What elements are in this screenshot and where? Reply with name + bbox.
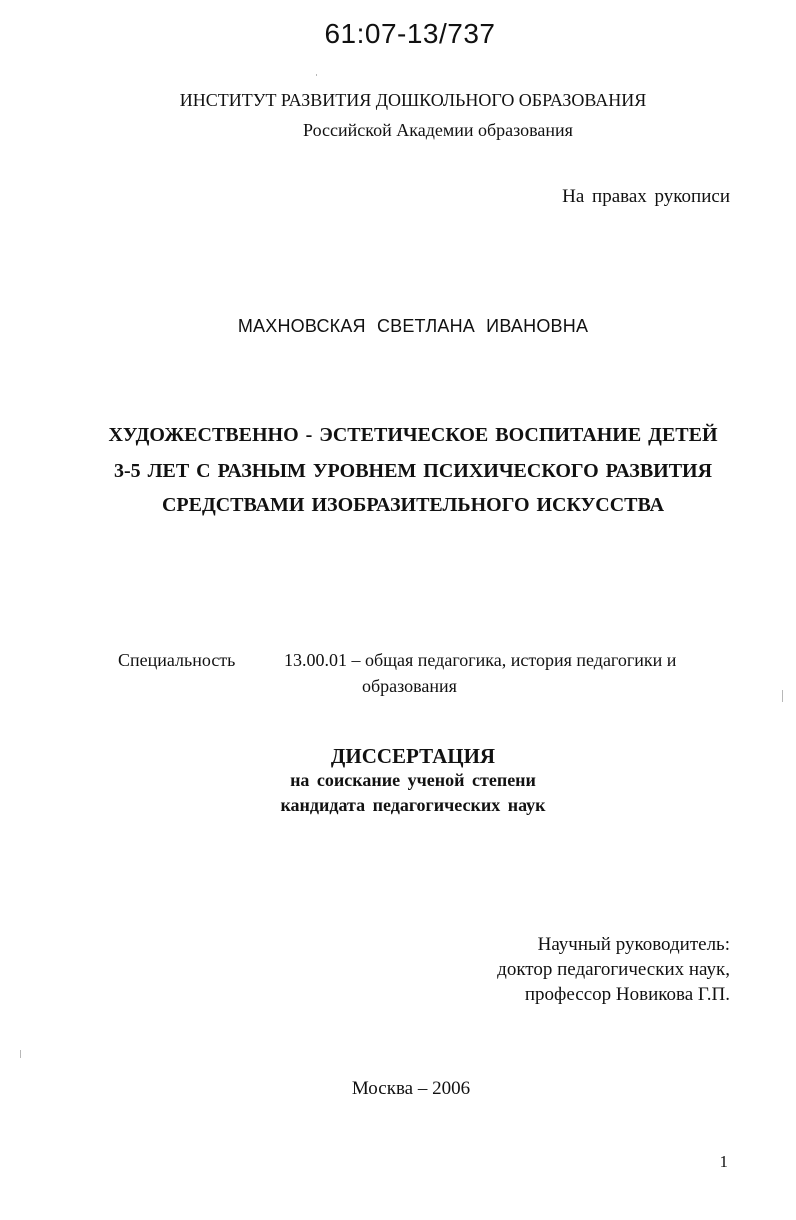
- scan-speck: [316, 74, 317, 76]
- catalog-number: 61:07-13/737: [324, 18, 496, 49]
- specialty-value: 13.00.01 – общая педагогика, история педагогики и: [284, 650, 677, 670]
- page-number: 1: [719, 1152, 728, 1171]
- place-year: Москва – 2006: [351, 1078, 471, 1099]
- author-name: МАХНОВСКАЯ СВЕТЛАНА ИВАНОВНА: [237, 316, 589, 336]
- institute-name: ИНСТИТУТ РАЗВИТИЯ ДОШКОЛЬНОГО ОБРАЗОВАНИЯ: [179, 90, 647, 110]
- scan-speck: [20, 1050, 21, 1058]
- dissertation-heading: ДИССЕРТАЦИЯ: [330, 744, 496, 768]
- degree-line: на соискание ученой степени: [290, 770, 536, 790]
- academy-name: Российской Академии образования: [303, 120, 573, 140]
- rights-note: На правах рукописи: [562, 186, 730, 207]
- specialty-value-continuation: образования: [362, 676, 457, 696]
- advisor-degree: доктор педагогических наук,: [497, 959, 730, 980]
- scan-speck: [782, 690, 783, 702]
- advisor-label: Научный руководитель:: [537, 934, 730, 955]
- title-line: 3-5 ЛЕТ С РАЗНЫМ УРОВНЕМ ПСИХИЧЕСКОГО РАЗВИТИЯ: [113, 460, 713, 482]
- title-line: СРЕДСТВАМИ ИЗОБРАЗИТЕЛЬНОГО ИСКУССТВА: [161, 494, 665, 516]
- degree-line: кандидата педагогических наук: [280, 795, 546, 815]
- specialty-label: Специальность: [118, 650, 236, 670]
- title-line: ХУДОЖЕСТВЕННО - ЭСТЕТИЧЕСКОЕ ВОСПИТАНИЕ ДЕТЕЙ: [108, 424, 718, 446]
- advisor-name: профессор Новикова Г.П.: [524, 984, 730, 1005]
